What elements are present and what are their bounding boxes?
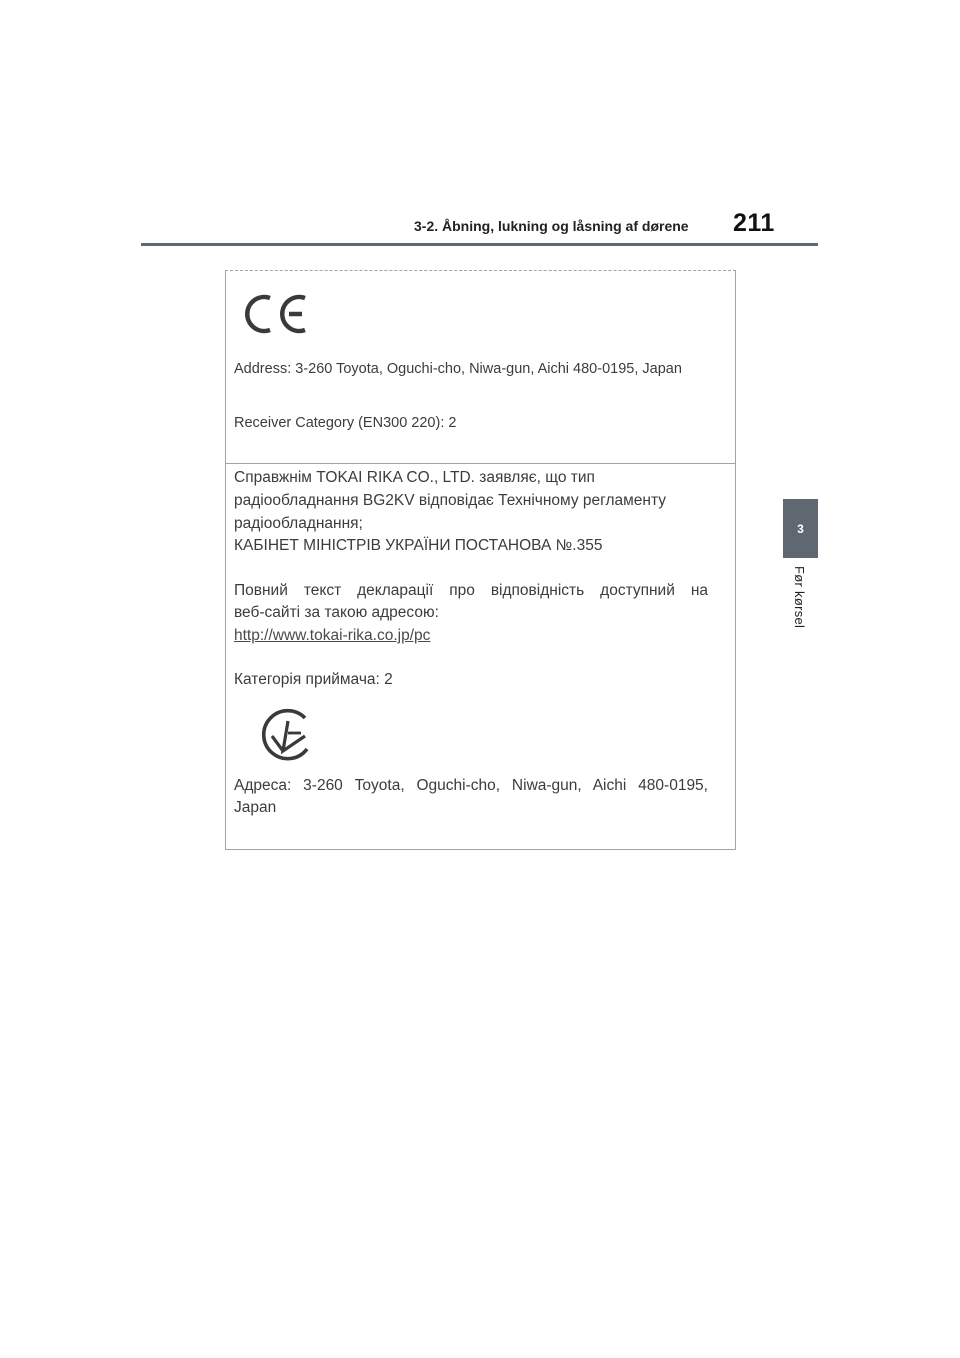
ua-receiver-category: Категорія приймача: 2 — [234, 671, 393, 688]
chapter-number: 3 — [797, 521, 804, 536]
chapter-name: Før kørsel — [792, 566, 807, 629]
ua-conformity-mark-icon — [258, 706, 312, 764]
ua-declaration-line-1: Справжнім TOKAI RIKA CO., LTD. заявляє, що тип — [234, 469, 595, 486]
section-title: 3-2. Åbning, lukning og låsning af dørene — [414, 218, 689, 234]
ce-receiver-category: Receiver Category (EN300 220): 2 — [234, 415, 457, 431]
ua-full-text-line-1: Повний текст декларації про відповідність доступний на — [234, 582, 708, 599]
page-number: 211 — [733, 209, 775, 237]
ua-declaration-line-3: радіообладнання; — [234, 515, 363, 532]
ua-address-line-2: Japan — [234, 799, 277, 816]
ua-full-text-line-2: веб-сайті за такою адресою: — [234, 604, 439, 621]
compliance-box — [225, 270, 736, 850]
ce-address: Address: 3-260 Toyota, Oguchi-cho, Niwa-gun, Aichi 480-0195, Japan — [234, 361, 682, 377]
chapter-tab[interactable] — [783, 499, 818, 558]
ua-declaration-line-2: радіообладнання BG2KV відповідає Технічному регламенту — [234, 492, 667, 509]
ua-address-line-1: Адреса: 3-260 Toyota, Oguchi-cho, Niwa-gun, Aichi 480-0195, — [234, 777, 708, 794]
section-divider — [226, 463, 735, 464]
ua-declaration-link[interactable]: http://www.tokai-rika.co.jp/pc — [234, 627, 431, 644]
ua-declaration-line-4: КАБІНЕТ МІНІСТРІВ УКРАЇНИ ПОСТАНОВА №.355 — [234, 537, 603, 554]
header-divider — [141, 243, 818, 246]
ce-mark-icon — [243, 292, 309, 336]
